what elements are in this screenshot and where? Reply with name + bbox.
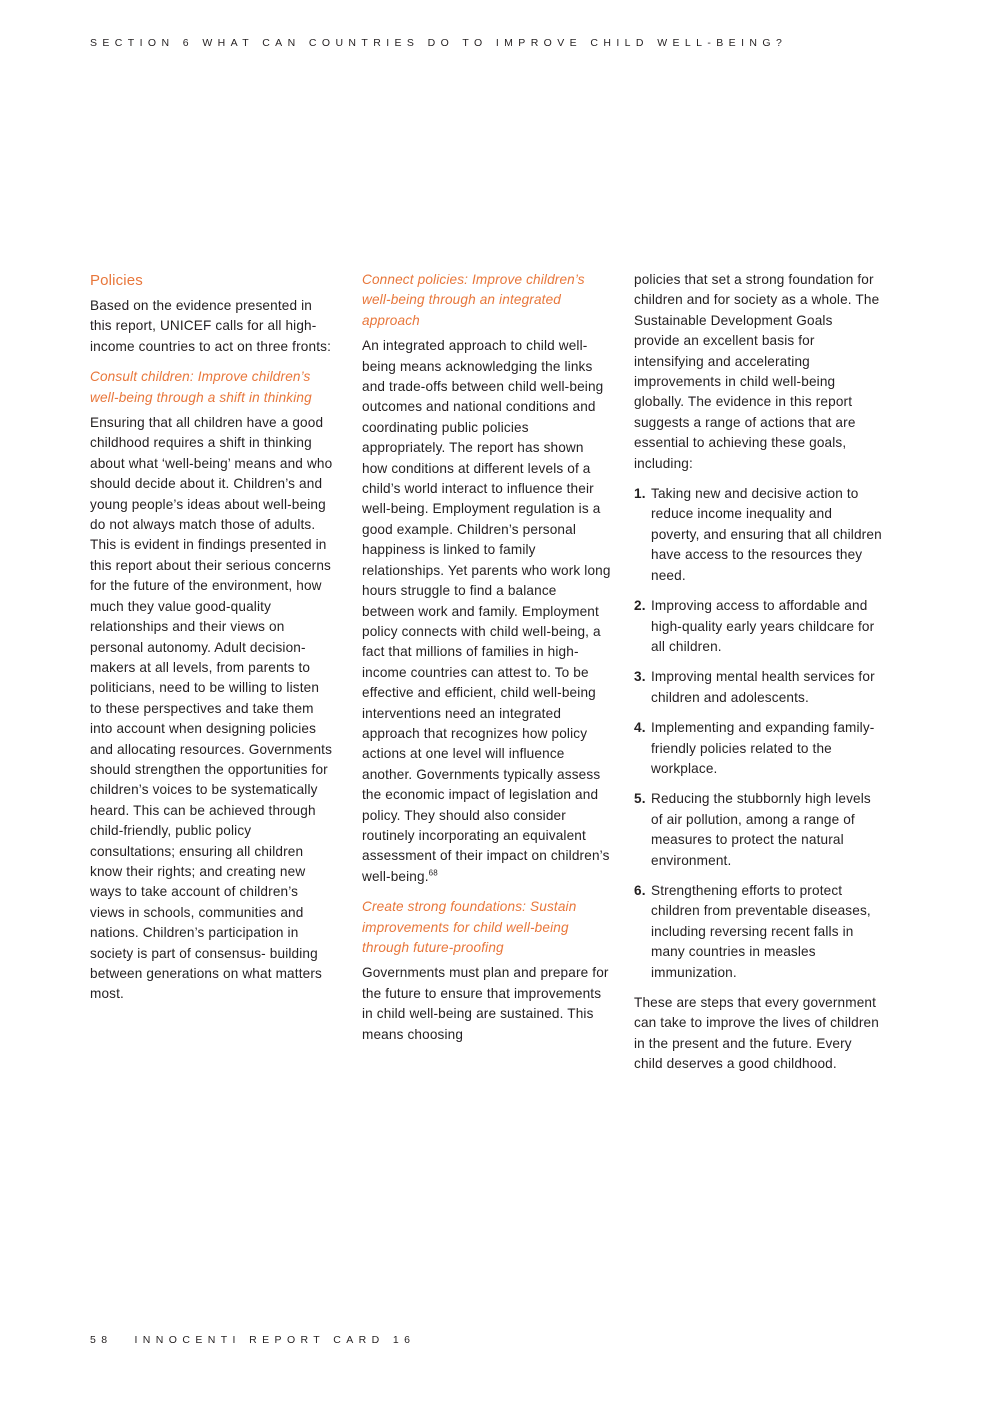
list-text: Improving access to affordable and high-quality early years childcare for all children. [651,598,875,654]
closing-paragraph: These are steps that every government can take to improve the lives of children in the present and the future. Every child deserves a good childhood. [634,995,879,1072]
list-number: 2. [634,598,646,614]
consult-children-paragraph: Ensuring that all children have a good childhood requires a shift in thinking about what ‘well-being’ means and who should decide about it. Children’s and young people’s ideas about well-being do not always match those of adults. This is evident in findings presented in this report about their serious concerns for the future of the environment, how much they value good-quality relationships and their views on personal autonomy. Adult decision-makers at all levels, from parents to politicians, need to be willing to listen to these perspectives and take them into account when designing policies and allocating resources. Governments should strengthen the opportunities for children’s voices to be systematically heard. This can be achieved through child-friendly, public policy consultations; ensuring all children know their rights; and creating new ways to take account of children’s views in schools, communities and nations. Children’s participation in society is part of consensus- building between generations on what matters most. [90,415,333,1002]
list-number: 5. [634,791,646,807]
list-item [634,596,882,657]
subheading-connect-policies: Connect policies: Improve children’s well-being through an integrated approach [362,272,585,328]
column-2 [362,270,612,1055]
intro-paragraph: Based on the evidence presented in this report, UNICEF calls for all high-income countries to act on three fronts: [90,298,331,354]
list-item [634,881,882,983]
subheading-create-foundations: Create strong foundations: Sustain improvements for child well-being through future-proofing [362,899,577,955]
list-number: 3. [634,669,646,685]
publication-title: INNOCENTI REPORT CARD 16 [134,1334,416,1346]
list-number: 4. [634,720,646,736]
list-text: Taking new and decisive action to reduce income inequality and poverty, and ensuring that all children have access to the resources they need. [651,486,882,583]
page-footer [90,1334,415,1346]
list-text: Reducing the stubbornly high levels of air pollution, among a range of measures to protect the natural environment. [651,791,871,868]
page-number: 58 [90,1334,113,1346]
list-item [634,718,882,779]
continuation-paragraph: policies that set a strong foundation for children and for society as a whole. The Sustainable Development Goals provide an excellent basis for intensifying and accelerating improvements in child well-being globally. The evidence in this report suggests a range of actions that are essential to achieving these goals, including: [634,272,880,471]
list-text: Improving mental health services for children and adolescents. [651,669,875,705]
footnote-marker: 68 [428,868,438,878]
column-1 [90,270,334,1015]
running-head: SECTION 6 WHAT CAN COUNTRIES DO TO IMPROVE CHILD WELL-BEING? [90,37,788,49]
list-item [634,667,882,708]
create-foundations-paragraph: Governments must plan and prepare for the future to ensure that improvements in child well-being are sustained. This means choosing [362,965,609,1042]
list-text: Implementing and expanding family-friendly policies related to the workplace. [651,720,875,776]
list-text: Strengthening efforts to protect children from preventable diseases, including reversing recent falls in many countries in measles immunization. [651,882,871,980]
list-number: 6. [634,882,646,898]
list-item [634,484,882,586]
list-item [634,789,882,871]
connect-policies-paragraph [362,336,612,887]
section-heading-policies: Policies [90,272,143,289]
list-number: 1. [634,486,646,502]
subheading-consult-children: Consult children: Improve children’s well-being through a shift in thinking [90,369,312,405]
connect-policies-text: An integrated approach to child well-being means acknowledging the links and trade-offs between child well-being outcomes and national conditions and coordinating public policies appropriately. The report has shown how conditions at different levels of a child’s world interact to influence their well-being. Employment regulation is a good example. Children’s personal happiness is linked to family relationships. Yet parents who work long hours struggle to find a balance between work and family. Employment policy connects with child well-being, a fact that millions of families in high-income countries can attest to. To be effective and efficient, child well-being interventions need an integrated approach that recognizes how policy actions at one level will influence another. Governments typically assess the economic impact of legislation and policy. They should also consider routinely incorporating an equivalent assessment of their impact on children’s well-being. [362,338,611,884]
column-3 [634,270,882,1085]
actions-list [634,484,882,983]
